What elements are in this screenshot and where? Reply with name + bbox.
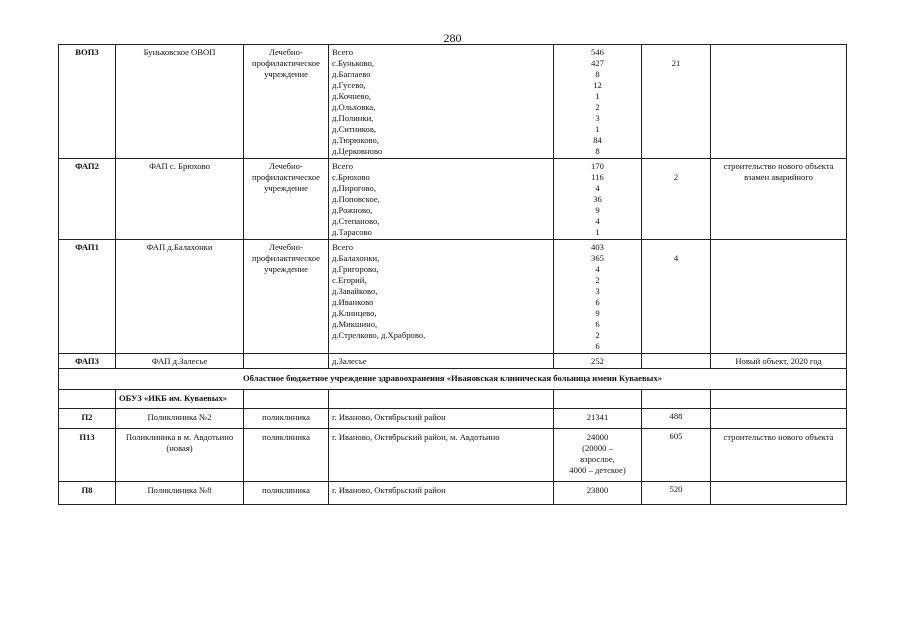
population-value: 8: [595, 69, 600, 79]
population-value: 24000: [586, 432, 609, 442]
population-value: 36: [593, 194, 602, 204]
capacity: 520: [642, 482, 711, 505]
location-line: д.Микшино,: [332, 319, 378, 329]
capacity: 488: [642, 409, 711, 429]
facility-code: ФАП1: [59, 240, 116, 354]
location-line: д.Балахонки,: [332, 253, 380, 263]
population-value: 8: [595, 146, 600, 156]
note: строительство нового объекта взамен аварийного: [711, 159, 847, 240]
population-value: 1: [595, 227, 600, 237]
empty-cell: [554, 390, 642, 409]
table-row: [59, 429, 847, 482]
facility-type-line: профилактическое: [252, 58, 320, 68]
population-value: (20000 –: [582, 443, 613, 453]
table-body: [59, 45, 847, 505]
facility-code: ФАП2: [59, 159, 116, 240]
facility-type: [244, 240, 329, 354]
capacity: 605: [642, 429, 711, 482]
population-value: 252: [591, 356, 604, 366]
served-location: г. Иваново, Октябрьский район, м. Авдотьино: [329, 429, 554, 482]
population-value: 546: [591, 47, 604, 57]
facility-name: ФАП д.Залесье: [116, 354, 244, 369]
note: [711, 45, 847, 159]
served-locations: [329, 354, 554, 369]
location-line: д.Залесье: [332, 356, 367, 366]
population: [554, 354, 642, 369]
facility-code: П13: [59, 429, 116, 482]
facility-code: ВОП3: [59, 45, 116, 159]
location-line: д.Гусево,: [332, 80, 366, 90]
population-value: 6: [595, 297, 600, 307]
org-code-empty: [59, 390, 116, 409]
section-row: [59, 369, 847, 390]
facility-name: Буньковское ОВОП: [116, 45, 244, 159]
facility-type-line: учреждение: [264, 264, 308, 274]
facility-type-line: профилактическое: [252, 253, 320, 263]
table-row: [59, 409, 847, 429]
served-location: г. Иваново, Октябрьский район: [329, 409, 554, 429]
population-value: 6: [595, 319, 600, 329]
population-value: взрослое,: [580, 454, 615, 464]
empty-cell: [711, 390, 847, 409]
population-value: 1: [595, 124, 600, 134]
facility-type: поликлиника: [244, 409, 329, 429]
population-value: 9: [595, 308, 600, 318]
capacity: 21: [642, 45, 711, 159]
note: [711, 409, 847, 429]
location-line: с.Буньково,: [332, 58, 374, 68]
location-line: д.Рожново,: [332, 205, 373, 215]
population: [554, 409, 642, 429]
org-row: [59, 390, 847, 409]
population-value: 4: [595, 264, 600, 274]
population: [554, 240, 642, 354]
population-value: 2: [595, 102, 600, 112]
location-line: с.Егорий,: [332, 275, 367, 285]
empty-cell: [244, 390, 329, 409]
location-line: д.Церковново: [332, 146, 383, 156]
location-line: д.Кочнево,: [332, 91, 372, 101]
facility-type-line: учреждение: [264, 69, 308, 79]
table-row: [59, 482, 847, 505]
population-value: 1: [595, 91, 600, 101]
facility-type-line: Лечебно-: [269, 47, 303, 57]
facility-name: Поликлиника в м. Авдотьино (новая): [116, 429, 244, 482]
facility-type-line: Лечебно-: [269, 161, 303, 171]
location-line: Всего: [332, 47, 354, 57]
population-value: 84: [593, 135, 602, 145]
population: [554, 159, 642, 240]
table-row: [59, 45, 847, 159]
location-line: Всего: [332, 161, 354, 171]
population-value: 6: [595, 341, 600, 351]
facility-type-line: учреждение: [264, 183, 308, 193]
location-line: д.Пирогово,: [332, 183, 376, 193]
table-row: [59, 240, 847, 354]
location-line: д.Баглаево: [332, 69, 371, 79]
population-value: 4: [595, 216, 600, 226]
facility-type-line: профилактическое: [252, 172, 320, 182]
table-row: [59, 159, 847, 240]
facility-type-line: Лечебно-: [269, 242, 303, 252]
facility-type: [244, 354, 329, 369]
population: [554, 45, 642, 159]
facility-type: [244, 45, 329, 159]
served-location: г. Иваново, Октябрьский район: [329, 482, 554, 505]
capacity: 2: [642, 159, 711, 240]
facility-name: Поликлиника №2: [116, 409, 244, 429]
facility-code: П8: [59, 482, 116, 505]
population-value: 21341: [586, 412, 609, 422]
facility-type: поликлиника: [244, 482, 329, 505]
population-value: 9: [595, 205, 600, 215]
population-value: 23800: [586, 485, 609, 495]
population-value: 3: [595, 113, 600, 123]
population-value: 3: [595, 286, 600, 296]
facility-code: ФАП3: [59, 354, 116, 369]
section-title: Областное бюджетное учреждение здравоохранения «Ивановская клиническая больница имени Куваевых»: [59, 369, 847, 390]
population-value: 4: [595, 183, 600, 193]
facility-type: [244, 159, 329, 240]
population-value: 170: [591, 161, 604, 171]
location-line: д.Стрелково, д.Храброво,: [332, 330, 426, 340]
location-line: д.Полинки,: [332, 113, 374, 123]
population-value: 2: [595, 330, 600, 340]
population: [554, 482, 642, 505]
served-locations: [329, 240, 554, 354]
org-name: ОБУЗ «ИКБ им. Куваевых»: [116, 390, 244, 409]
location-line: с.Брюхово: [332, 172, 370, 182]
population-value: 403: [591, 242, 604, 252]
location-line: д.Ольховка,: [332, 102, 376, 112]
note: Новый объект, 2020 год: [711, 354, 847, 369]
location-line: д.Клинцево,: [332, 308, 377, 318]
facility-name: Поликлиника №8: [116, 482, 244, 505]
population: [554, 429, 642, 482]
location-line: д.Тарасово: [332, 227, 372, 237]
facility-name: ФАП д.Балахонки: [116, 240, 244, 354]
page-number: 280: [443, 31, 462, 45]
location-line: д.Поповское,: [332, 194, 380, 204]
population-value: 12: [593, 80, 602, 90]
location-line: д.Завайково,: [332, 286, 378, 296]
location-line: Всего: [332, 242, 354, 252]
note: [711, 240, 847, 354]
population-value: 427: [591, 58, 604, 68]
location-line: д.Тюрюково,: [332, 135, 379, 145]
capacity: [642, 354, 711, 369]
population-value: 4000 – детское): [569, 465, 626, 475]
empty-cell: [329, 390, 554, 409]
location-line: д.Степаново,: [332, 216, 380, 226]
facility-type: поликлиника: [244, 429, 329, 482]
table-row: [59, 354, 847, 369]
facility-code: П2: [59, 409, 116, 429]
population-value: 2: [595, 275, 600, 285]
location-line: д.Иванково: [332, 297, 374, 307]
served-locations: [329, 159, 554, 240]
empty-cell: [642, 390, 711, 409]
note: [711, 482, 847, 505]
location-line: [332, 341, 550, 352]
capacity: 4: [642, 240, 711, 354]
facility-name: ФАП с. Брюхово: [116, 159, 244, 240]
population-value: 116: [591, 172, 604, 182]
facilities-table: [58, 44, 847, 505]
note: строительство нового объекта: [711, 429, 847, 482]
location-line: д.Ситников,: [332, 124, 377, 134]
served-locations: [329, 45, 554, 159]
population-value: 365: [591, 253, 604, 263]
location-line: д.Григорово,: [332, 264, 379, 274]
